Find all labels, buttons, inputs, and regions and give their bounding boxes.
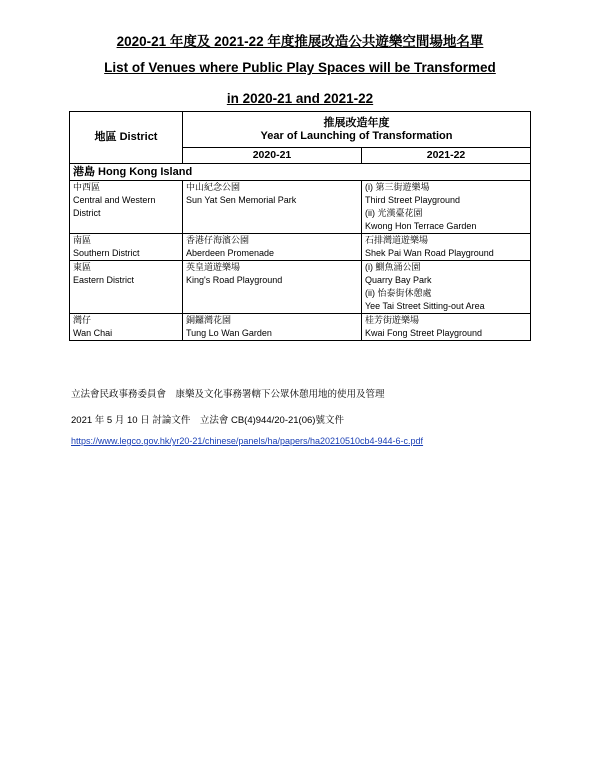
district-cell — [70, 181, 183, 234]
venue-2021-cell — [362, 314, 531, 341]
venue-zh: (ii) 怡泰街休憩處 — [365, 288, 432, 298]
venue-en: Quarry Bay Park — [365, 275, 432, 285]
district-en: Southern District — [73, 248, 140, 258]
venue-2021-cell — [362, 261, 531, 314]
venue-zh: 香港仔海濱公園 — [186, 235, 250, 245]
year-header-zh: 推展改造年度 — [323, 116, 390, 129]
venue-en: Tung Lo Wan Garden — [186, 328, 272, 338]
district-zh: 南區 — [73, 235, 92, 245]
year-col-2021-22: 2021-22 — [362, 148, 531, 164]
venue-en: Yee Tai Street Sitting-out Area — [365, 301, 485, 311]
year-header — [183, 112, 531, 148]
district-en: Wan Chai — [73, 328, 113, 338]
venue-zh: 英皇道遊樂場 — [186, 262, 241, 272]
venue-en: Third Street Playground — [365, 195, 461, 205]
district-zh: 東區 — [73, 262, 92, 272]
venue-zh: (i) 第三街遊樂場 — [365, 182, 430, 192]
venue-zh: 石排灣道遊樂場 — [365, 235, 429, 245]
district-cell — [70, 234, 183, 261]
year-col-2020-21: 2020-21 — [183, 148, 362, 164]
venue-zh: 銅鑼灣花園 — [186, 315, 232, 325]
district-zh: 灣仔 — [73, 315, 92, 325]
title-english-line2: in 2020-21 and 2021-22 — [226, 91, 374, 106]
venue-en: King's Road Playground — [186, 275, 283, 285]
footer-document-link[interactable]: https://www.legco.gov.hk/yr20-21/chinese/panels/ha/papers/ha20210510cb4-944-6-c.pdf — [71, 436, 424, 446]
year-header-en: Year of Launching of Transformation — [260, 129, 453, 142]
venue-2020-cell — [183, 181, 362, 234]
venue-zh: (ii) 光漢臺花園 — [365, 208, 423, 218]
footer-paper-reference: 2021 年 5 月 10 日 討論文件 立法會 CB(4)944/20-21(06)號文件 — [71, 415, 344, 426]
table-row — [70, 234, 531, 261]
venue-2020-cell — [183, 234, 362, 261]
venue-2020-cell — [183, 314, 362, 341]
footer-committee-line: 立法會民政事務委員會 康樂及文化事務署轄下公眾休憩用地的使用及管理 — [71, 389, 385, 400]
district-zh: 中西區 — [73, 182, 101, 192]
title-chinese: 2020-21 年度及 2021-22 年度推展改造公共遊樂空間場地名單 — [116, 34, 484, 49]
venue-2021-cell — [362, 181, 531, 234]
title-english-line1: List of Venues where Public Play Spaces will be Transformed — [104, 60, 496, 75]
venue-en: Kwong Hon Terrace Garden — [365, 221, 477, 231]
venue-2021-cell — [362, 234, 531, 261]
venue-en: Aberdeen Promenade — [186, 248, 275, 258]
venue-zh: 桂芳街遊樂場 — [365, 315, 420, 325]
district-cell — [70, 261, 183, 314]
venues-table — [69, 111, 531, 341]
venue-en: Sun Yat Sen Memorial Park — [186, 195, 297, 205]
venue-zh: 中山紀念公園 — [186, 182, 241, 192]
district-cell — [70, 314, 183, 341]
venue-en: Shek Pai Wan Road Playground — [365, 248, 494, 258]
venue-zh: (i) 鰂魚涌公園 — [365, 262, 421, 272]
district-en: Eastern District — [73, 275, 135, 285]
table-row — [70, 181, 531, 234]
district-header: 地區 District — [70, 112, 183, 164]
table-row — [70, 314, 531, 341]
district-en: Central and Western District — [73, 195, 156, 218]
region-row: 港島 Hong Kong Island — [70, 164, 531, 181]
venue-en: Kwai Fong Street Playground — [365, 328, 483, 338]
table-row — [70, 261, 531, 314]
venue-2020-cell — [183, 261, 362, 314]
